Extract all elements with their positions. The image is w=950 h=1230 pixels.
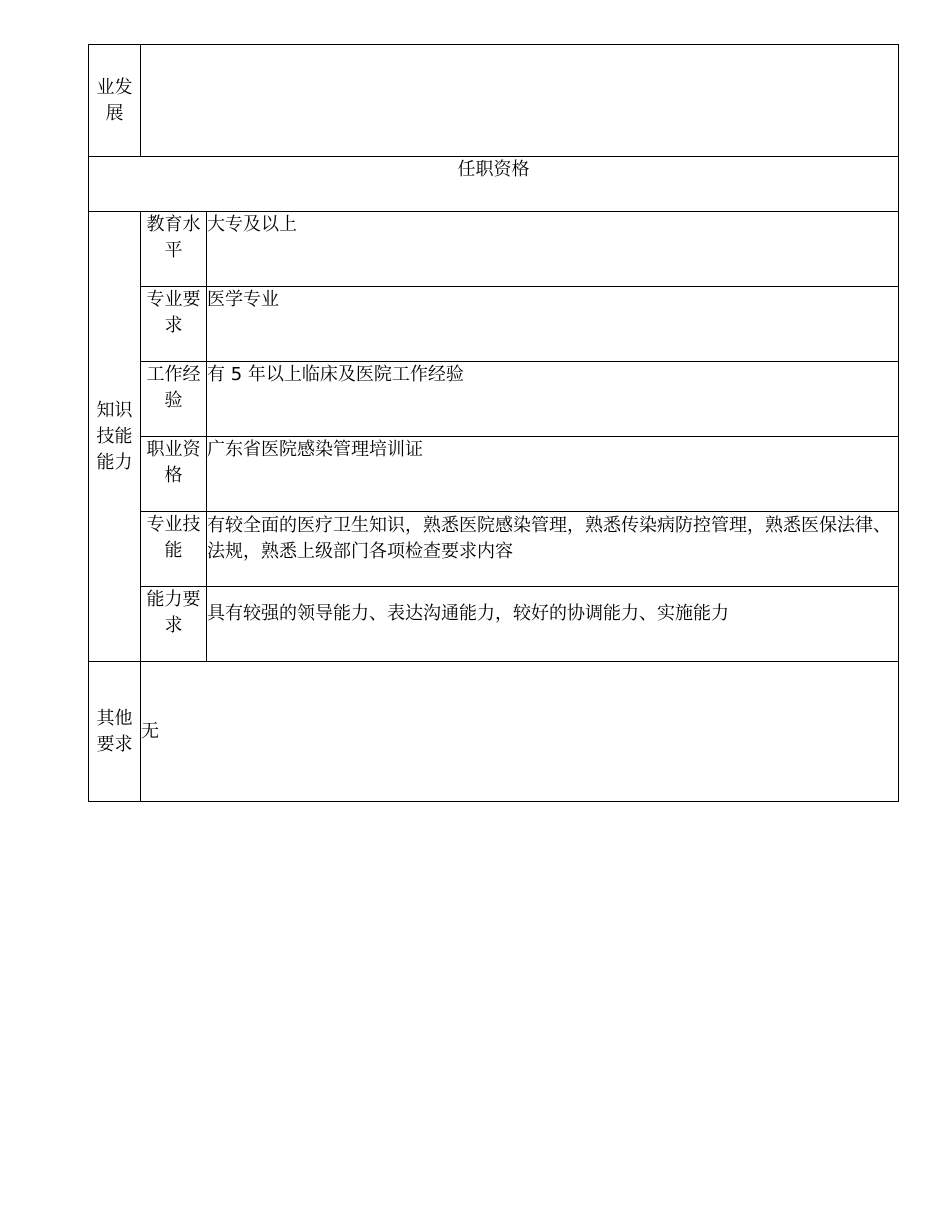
career-development-content: [141, 45, 899, 157]
work-experience-label: 工作经验: [141, 362, 207, 437]
work-experience-value: 有 5 年以上临床及医院工作经验: [207, 362, 899, 437]
job-qualification-table: [88, 44, 899, 802]
major-requirement-value: 医学专业: [207, 287, 899, 362]
table-row: [89, 362, 899, 437]
other-requirements-label: 其他要求: [89, 662, 141, 802]
professional-qualification-label: 职业资格: [141, 437, 207, 512]
major-requirement-label: 专业要求: [141, 287, 207, 362]
education-level-value: 大专及以上: [207, 212, 899, 287]
table-row: [89, 587, 899, 662]
ability-requirement-value: 具有较强的领导能力、表达沟通能力，较好的协调能力、实施能力: [207, 587, 899, 662]
knowledge-skill-ability-label: 知识技能能力: [89, 212, 141, 662]
professional-skill-label: 专业技能: [141, 512, 207, 587]
education-level-label: 教育水平: [141, 212, 207, 287]
section-title: 任职资格: [89, 157, 899, 212]
professional-skill-value: 有较全面的医疗卫生知识，熟悉医院感染管理，熟悉传染病防控管理，熟悉医保法律、法规，熟悉上级部门各项检查要求内容: [207, 512, 899, 587]
section-title-row: [89, 157, 899, 212]
other-requirements-value: 无: [141, 662, 899, 802]
table-row: [89, 512, 899, 587]
other-requirements-row: [89, 662, 899, 802]
professional-qualification-value: 广东省医院感染管理培训证: [207, 437, 899, 512]
ability-requirement-label: 能力要求: [141, 587, 207, 662]
table-row: [89, 212, 899, 287]
career-development-label: 业发展: [89, 45, 141, 157]
table-row: [89, 287, 899, 362]
table-row: [89, 437, 899, 512]
career-development-row: [89, 45, 899, 157]
